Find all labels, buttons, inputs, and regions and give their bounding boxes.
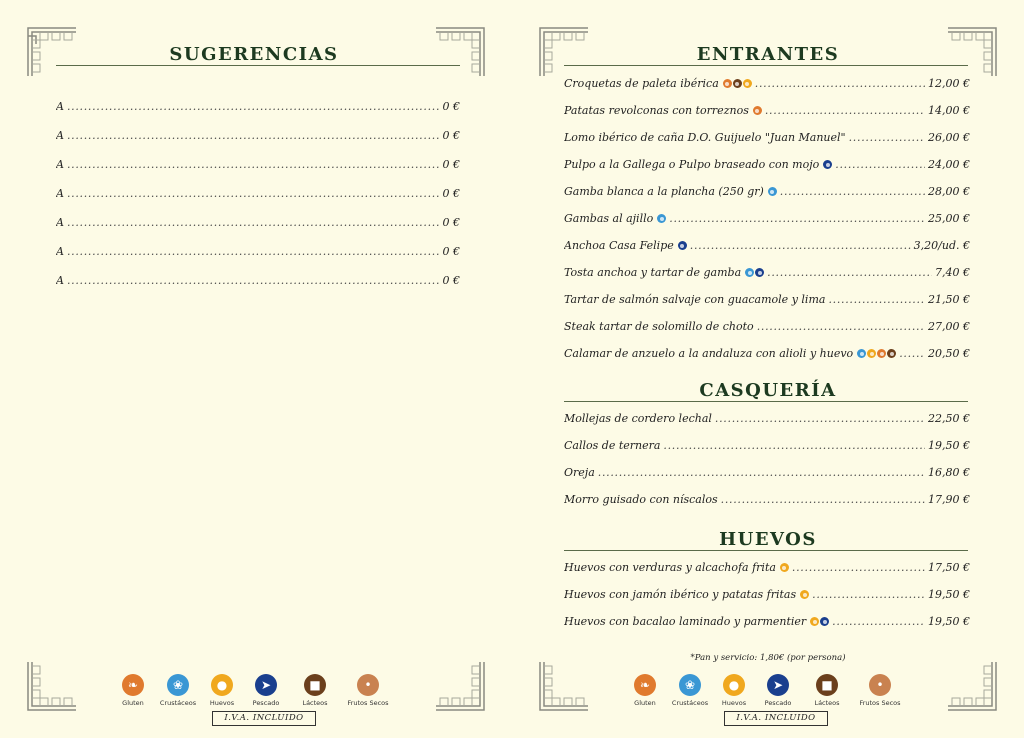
legend-label: Huevos [721,699,747,707]
crustaceos-allergen-icon [657,214,666,223]
menu-item-price: 3,20/ud. € [913,239,970,252]
gluten-allergen-icon [753,106,762,115]
crab-icon: ❀ [167,674,189,696]
menu-item [564,77,970,90]
huevos-allergen-icon [780,563,789,572]
iva-note: I.V.A. INCLUIDO [724,711,828,726]
allergen-legend [512,674,1024,714]
right-page [512,0,1024,738]
allergen-icons [678,241,687,250]
eggs-icon: ● [723,674,745,696]
wheat-icon: ❧ [122,674,144,696]
menu-item-name: Tartar de salmón salvaje con guacamole y lima [564,293,826,306]
allergen-icons [800,590,809,599]
menu-item-name: A [56,100,64,113]
dot-leader [755,77,925,90]
menu-item-price: 28,00 € [928,185,970,198]
menu-item-price: 0 € [442,216,460,229]
menu-item-price: 0 € [442,245,460,258]
legend-label: Lácteos [302,699,328,707]
pescado-allergen-icon [678,241,687,250]
legend-label: Crustáceos [671,699,709,707]
gluten-allergen-icon [877,349,886,358]
allergen-icons [768,187,777,196]
legend-label: Lácteos [814,699,840,707]
section-title: ENTRANTES [696,44,840,65]
legend-label: Gluten [122,699,144,707]
allergen-icons [810,617,829,626]
menu-item [564,266,970,279]
menu-item-name: Mollejas de cordero lechal [564,412,712,425]
menu-item-name: A [56,129,64,142]
menu-item-price: 17,50 € [928,561,970,574]
menu-item-price: 0 € [442,100,460,113]
menu-item-price: 16,80 € [928,466,970,479]
crustaceos-allergen-icon [745,268,754,277]
dot-leader [767,266,932,279]
title-rule [564,401,968,402]
allergen-icons [780,563,789,572]
eggs-icon: ● [211,674,233,696]
menu-item-name: Gamba blanca a la plancha (250 gr) [564,185,764,198]
menu-item-price: 14,00 € [928,104,970,117]
allergen-icons [823,160,832,169]
menu-item [564,239,970,252]
menu-item-price: 0 € [442,129,460,142]
legend-item-lacteos [285,674,345,707]
menu-item-name: A [56,216,64,229]
dot-leader [828,293,925,306]
legend-item-frutos [338,674,398,707]
menu-item-name: Huevos con bacalao laminado y parmentier [564,615,807,628]
menu-item-name: Callos de ternera [564,439,661,452]
menu-item [564,212,970,225]
nuts-icon: • [357,674,379,696]
dot-leader [663,439,925,452]
allergen-legend [0,674,512,714]
menu-item [564,588,970,601]
menu-item-price: 21,50 € [928,293,970,306]
menu-item-price: 27,00 € [928,320,970,333]
menu-item [564,615,970,628]
dot-leader [780,185,925,198]
dot-leader [690,239,911,252]
section-title-sugerencias: SUGERENCIAS [169,44,339,65]
dot-leader [835,158,925,171]
menu-item [56,100,460,113]
menu-item-name: Huevos con verduras y alcachofa frita [564,561,776,574]
milk-jug-icon: ■ [304,674,326,696]
menu-item [564,131,970,144]
milk-jug-icon: ■ [816,674,838,696]
allergen-icons [745,268,764,277]
menu-item-name: A [56,245,64,258]
dot-leader [757,320,925,333]
menu-item [564,466,970,479]
legend-label: Pescado [764,699,792,707]
title-rule [564,550,968,551]
dot-leader [67,187,440,200]
menu-item-name: Gambas al ajillo [564,212,654,225]
bread-service-note: *Pan y servicio: 1,80€ (por persona) [690,653,846,663]
menu-item-name: Anchoa Casa Felipe [564,239,674,252]
legend-label: Gluten [634,699,656,707]
wheat-icon: ❧ [634,674,656,696]
huevos-allergen-icon [867,349,876,358]
menu-item [564,293,970,306]
nuts-icon: • [869,674,891,696]
iva-note: I.V.A. INCLUIDO [212,711,316,726]
dot-leader [67,274,440,287]
dot-leader [669,212,925,225]
menu-item-price: 24,00 € [928,158,970,171]
dot-leader [812,588,925,601]
legend-label: Crustáceos [159,699,197,707]
menu-item-price: 25,00 € [928,212,970,225]
pescado-allergen-icon [823,160,832,169]
menu-item-price: 19,50 € [928,615,970,628]
title-rule [56,65,460,66]
menu-item [564,158,970,171]
menu-item-name: Steak tartar de solomillo de choto [564,320,754,333]
legend-label: Pescado [252,699,280,707]
dot-leader [67,158,440,171]
dot-leader [598,466,925,479]
menu-item [56,187,460,200]
lacteos-allergen-icon [733,79,742,88]
crustaceos-allergen-icon [768,187,777,196]
menu-item-name: Oreja [564,466,595,479]
menu-item-name: Croquetas de paleta ibérica [564,77,719,90]
menu-item-price: 0 € [442,187,460,200]
allergen-icons [753,106,762,115]
menu-item-price: 0 € [442,274,460,287]
menu-item [56,216,460,229]
legend-item-frutos [850,674,910,707]
legend-label: Frutos Secos [347,699,389,707]
menu-item-price: 0 € [442,158,460,171]
menu-item [564,412,970,425]
menu-item-price: 17,90 € [928,493,970,506]
menu-item [56,245,460,258]
gluten-allergen-icon [723,79,732,88]
lacteos-allergen-icon [887,349,896,358]
dot-leader [67,129,440,142]
menu-item-name: Morro guisado con níscalos [564,493,718,506]
dot-leader [67,216,440,229]
menu-item-name: A [56,274,64,287]
menu-item [56,158,460,171]
menu-item [56,129,460,142]
huevos-allergen-icon [743,79,752,88]
menu-item [564,104,970,117]
menu-item [564,493,970,506]
dot-leader [765,104,925,117]
fish-icon: ➤ [767,674,789,696]
menu-item-name: Lomo ibérico de caña D.O. Guijuelo "Juan Manuel" [564,131,846,144]
menu-item-price: 26,00 € [928,131,970,144]
huevos-allergen-icon [800,590,809,599]
section-title: CASQUERÍA [699,380,837,401]
menu-item [564,347,970,360]
menu-item [564,561,970,574]
section-title: HUEVOS [719,529,817,550]
legend-label: Huevos [209,699,235,707]
legend-item-lacteos [797,674,857,707]
menu-item-name: Patatas revolconas con torreznos [564,104,749,117]
allergen-icons [723,79,752,88]
menu-item-price: 12,00 € [928,77,970,90]
pescado-allergen-icon [755,268,764,277]
menu-item [564,320,970,333]
menu-item-price: 20,50 € [928,347,970,360]
dot-leader [899,347,925,360]
allergen-icons [657,214,666,223]
pescado-allergen-icon [820,617,829,626]
menu-item-price: 19,50 € [928,439,970,452]
menu-item-price: 19,50 € [928,588,970,601]
title-rule [564,65,968,66]
dot-leader [849,131,925,144]
menu-item-name: A [56,187,64,200]
menu-item [564,185,970,198]
crab-icon: ❀ [679,674,701,696]
dot-leader [67,245,440,258]
menu-item-price: 7,40 € [935,266,970,279]
legend-label: Frutos Secos [859,699,901,707]
menu-item-price: 22,50 € [928,412,970,425]
dot-leader [67,100,440,113]
menu-item-name: A [56,158,64,171]
menu-item-name: Pulpo a la Gallega o Pulpo braseado con mojo [564,158,820,171]
dot-leader [715,412,925,425]
dot-leader [832,615,925,628]
crustaceos-allergen-icon [857,349,866,358]
huevos-allergen-icon [810,617,819,626]
dot-leader [792,561,925,574]
allergen-icons [857,349,896,358]
menu-item [56,274,460,287]
fish-icon: ➤ [255,674,277,696]
dot-leader [721,493,925,506]
menu-item [564,439,970,452]
menu-item-name: Tosta anchoa y tartar de gamba [564,266,742,279]
menu-item-name: Calamar de anzuelo a la andaluza con alioli y huevo [564,347,854,360]
menu-item-name: Huevos con jamón ibérico y patatas fritas [564,588,797,601]
